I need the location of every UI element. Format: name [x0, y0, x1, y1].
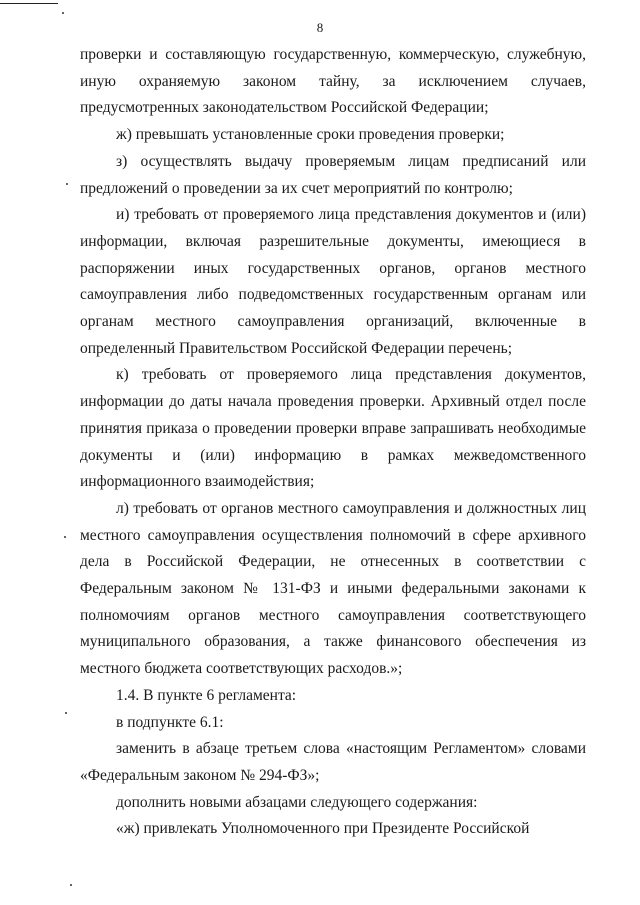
scan-speck	[64, 536, 66, 538]
paragraph: заменить в абзаце третьем слова «настоящим Регламентом» словами «Федеральным законом № 294-ФЗ»;	[80, 740, 586, 784]
page-number: 8	[316, 20, 324, 35]
paragraph: ж) превышать установленные сроки проведения проверки;	[116, 126, 505, 144]
paragraph: к) требовать от проверяемого лица представления документов, информации до даты начала проведения проверки. Архивный отдел после принятия приказа о проведении проверки вправе запрашивать необходимые документы и (или) информацию в рамках межведомственного информационного взаимодействия;	[80, 366, 586, 491]
scan-speck	[70, 884, 72, 886]
paragraph: дополнить новыми абзацами следующего содержания:	[116, 793, 478, 811]
scan-edge-line	[0, 3, 58, 4]
paragraph: «ж) привлекать Уполномоченного при Президенте Российской	[116, 820, 530, 838]
document-body	[80, 42, 586, 843]
paragraph: л) требовать от органов местного самоуправления и должностных лиц местного самоуправления осуществления полномочий в сфере архивного дела в Российской Федерации, не отнесенных в соответствии с Федеральным законом № 131-ФЗ и иными федеральными законами к полномочиям органов местного самоуправления соответствующего муниципального образования, а также финансового обеспечения из местного бюджета соответствующих расходов.»;	[80, 499, 586, 678]
scan-speck	[66, 183, 68, 185]
paragraph: проверки и составляющую государственную, коммерческую, служебную, иную охраняемую законом тайну, за исключением случаев, предусмотренных законодательством Российской Федерации;	[80, 46, 586, 117]
paragraph: в подпункте 6.1:	[116, 713, 224, 731]
paragraph: з) осуществлять выдачу проверяемым лицам предписаний или предложений о проведении за их счет мероприятий по контролю;	[80, 152, 586, 197]
paragraph: и) требовать от проверяемого лица представления документов и (или) информации, включая разрешительные документы, имеющиеся в распоряжении иных государственных органов, органов местного самоуправления либо подведомственных государственным органам или органам местного самоуправления организаций, включенные в определенный Правительством Российской Федерации перечень;	[80, 206, 586, 357]
scan-speck	[65, 712, 67, 714]
scan-speck	[62, 12, 64, 14]
paragraph: 1.4. В пункте 6 регламента:	[116, 686, 297, 704]
